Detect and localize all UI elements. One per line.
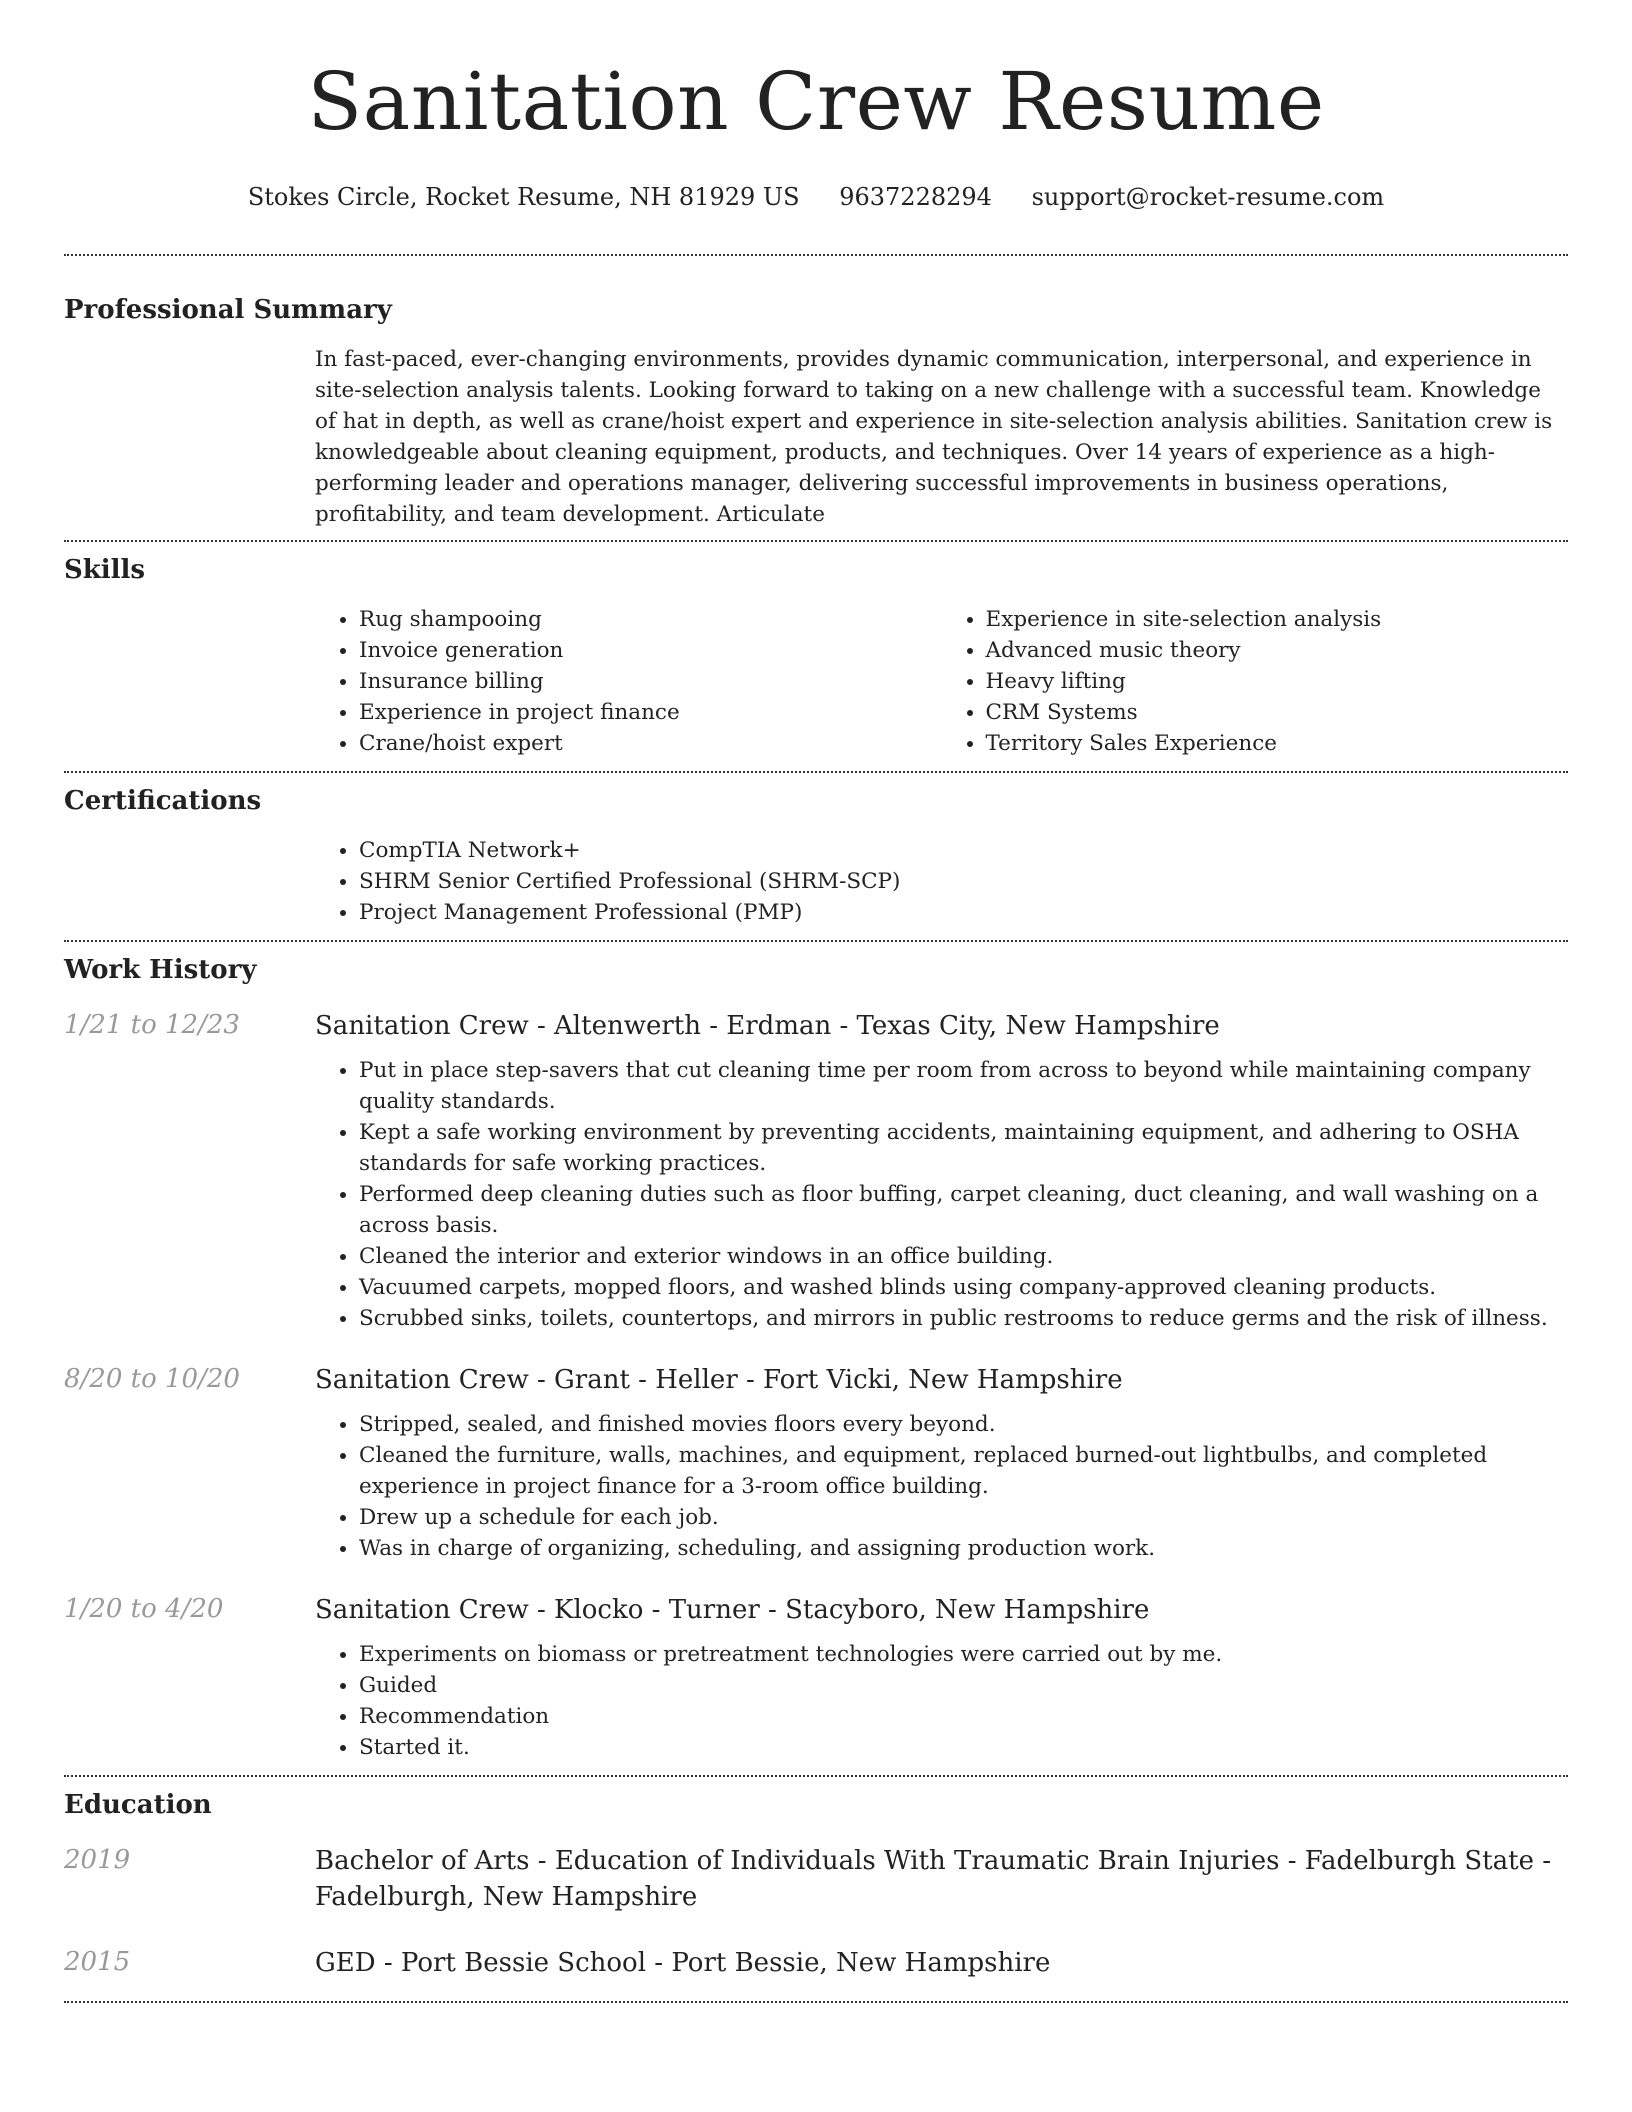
education-date: 2019 xyxy=(64,1845,131,1875)
job-duties xyxy=(315,1055,1568,1334)
certification-item: • SHRM Senior Certified Professional (SHRM-SCP) xyxy=(359,866,1568,897)
job-title: Sanitation Crew - Grant - Heller - Fort Vicki, New Hampshire xyxy=(315,1365,1123,1395)
email: support@rocket-resume.com xyxy=(1031,183,1385,211)
duty-item: • Vacuumed carpets, mopped floors, and washed blinds using company-approved cleaning products. xyxy=(359,1272,1568,1303)
education-section xyxy=(64,1777,1568,1981)
duty-item: • Kept a safe working environment by preventing accidents, maintaining equipment, and adhering to OSHA standards for safe working practices. xyxy=(359,1117,1568,1179)
certification-item: • CompTIA Network+ xyxy=(359,835,1568,866)
job-title: Sanitation Crew - Altenwerth - Erdman - Texas City, New Hampshire xyxy=(315,1011,1220,1041)
education-entry xyxy=(64,1843,1568,1915)
skill-item: • Crane/hoist expert xyxy=(359,728,942,759)
skill-item: • Heavy lifting xyxy=(986,666,1569,697)
education-date: 2015 xyxy=(64,1947,131,1977)
skills-list-left xyxy=(315,604,942,759)
duty-item: • Experiments on biomass or pretreatment technologies were carried out by me. xyxy=(359,1639,1568,1670)
skill-item: • Insurance billing xyxy=(359,666,942,697)
phone: 9637228294 xyxy=(839,183,992,211)
duty-item: • Cleaned the furniture, walls, machines, and equipment, replaced burned-out lightbulbs, and completed experience in project finance for a 3-room office building. xyxy=(359,1440,1568,1502)
section-heading-summary: Professional Summary xyxy=(64,295,392,325)
education-entry xyxy=(64,1945,1568,1981)
job-entry xyxy=(64,1008,1568,1334)
duty-item: • Stripped, sealed, and finished movies floors every beyond. xyxy=(359,1409,1568,1440)
job-entry xyxy=(64,1362,1568,1564)
duty-item: • Performed deep cleaning duties such as floor buffing, carpet cleaning, duct cleaning, and wall washing on a across basis. xyxy=(359,1179,1568,1241)
contact-line xyxy=(64,182,1568,212)
job-date: 8/20 to 10/20 xyxy=(64,1364,240,1394)
skill-item: • CRM Systems xyxy=(986,697,1569,728)
duty-item: • Guided xyxy=(359,1670,1568,1701)
duty-item: • Recommendation xyxy=(359,1701,1568,1732)
section-heading-work-history: Work History xyxy=(64,955,257,985)
certifications-section xyxy=(64,773,1568,928)
skills-section xyxy=(64,542,1568,759)
summary-section xyxy=(64,256,1568,530)
skill-item: • Experience in project finance xyxy=(359,697,942,728)
job-entry xyxy=(64,1592,1568,1763)
duty-item: • Drew up a schedule for each job. xyxy=(359,1502,1568,1533)
education-title: GED - Port Bessie School - Port Bessie, New Hampshire xyxy=(315,1948,1051,1978)
section-heading-education: Education xyxy=(64,1790,212,1820)
skill-item: • Advanced music theory xyxy=(986,635,1569,666)
skill-item: • Rug shampooing xyxy=(359,604,942,635)
duty-item: • Started it. xyxy=(359,1732,1568,1763)
skill-item: • Territory Sales Experience xyxy=(986,728,1569,759)
duty-item: • Was in charge of organizing, scheduling, and assigning production work. xyxy=(359,1533,1568,1564)
address: Stokes Circle, Rocket Resume, NH 81929 US xyxy=(247,183,800,211)
skills-list-right xyxy=(942,604,1569,759)
work-history-section xyxy=(64,942,1568,1763)
job-duties xyxy=(315,1639,1568,1763)
job-date: 1/20 to 4/20 xyxy=(64,1594,224,1624)
duty-item: • Put in place step-savers that cut cleaning time per room from across to beyond while maintaining company quality standards. xyxy=(359,1055,1568,1117)
summary-text: In fast-paced, ever-changing environments, provides dynamic communication, interpersonal, and experience in site-selection analysis talents. Looking forward to taking on a new challenge with a successful team. Knowledge of hat in depth, as well as crane/hoist expert and experience in site-selection analysis abilities. Sanitation crew is knowledgeable about cleaning equipment, products, and techniques. Over 14 years of experience as a high-performing leader and operations manager, delivering successful improvements in business operations, profitability, and team development. Articulate xyxy=(315,347,1553,527)
skill-item: • Invoice generation xyxy=(359,635,942,666)
job-title: Sanitation Crew - Klocko - Turner - Stacyboro, New Hampshire xyxy=(315,1595,1150,1625)
education-title: Bachelor of Arts - Education of Individuals With Traumatic Brain Injuries - Fadelburgh State - Fadelburgh, New Hampshire xyxy=(315,1846,1552,1912)
certifications-list xyxy=(315,835,1568,928)
skill-item: • Experience in site-selection analysis xyxy=(986,604,1569,635)
job-duties xyxy=(315,1409,1568,1564)
resume-title: Sanitation Crew Resume xyxy=(307,55,1325,148)
duty-item: • Cleaned the interior and exterior windows in an office building. xyxy=(359,1241,1568,1272)
divider xyxy=(64,2001,1568,2003)
certification-item: • Project Management Professional (PMP) xyxy=(359,897,1568,928)
duty-item: • Scrubbed sinks, toilets, countertops, and mirrors in public restrooms to reduce germs and the risk of illness. xyxy=(359,1303,1568,1334)
section-heading-skills: Skills xyxy=(64,555,146,585)
section-heading-certifications: Certifications xyxy=(64,786,262,816)
job-date: 1/21 to 12/23 xyxy=(64,1010,240,1040)
